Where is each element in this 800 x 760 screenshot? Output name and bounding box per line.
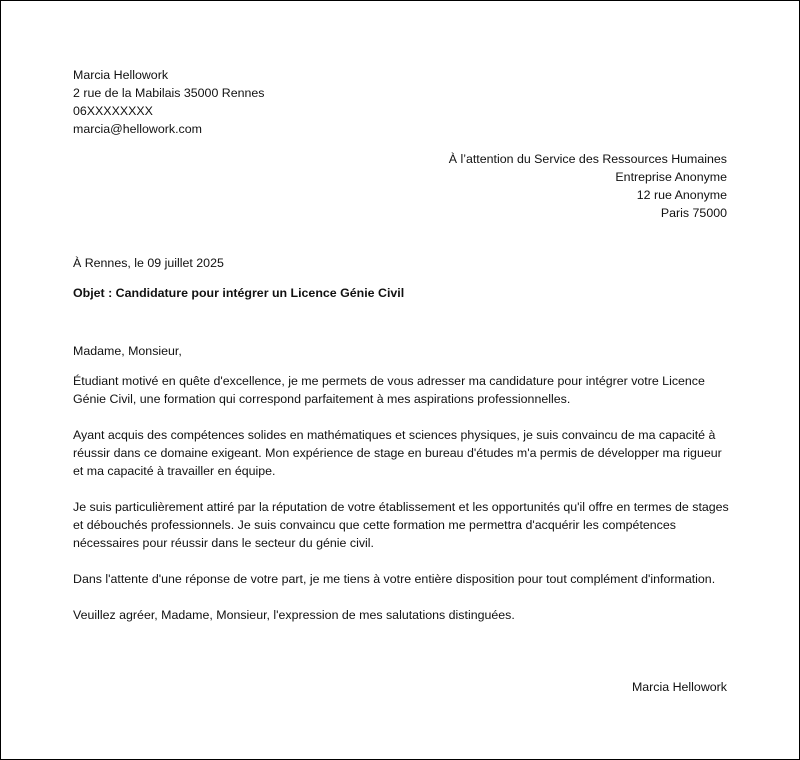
body-paragraph: Ayant acquis des compétences solides en mathématiques et sciences physiques, je suis convaincu de ma capacité à réussir dans ce domaine exigeant. Mon expérience de stage en bureau d'études m'a permis de développer ma rigueur et ma capacité à travailler en équipe.	[73, 428, 722, 478]
sender-phone: 06XXXXXXXX	[73, 104, 153, 118]
recipient-block	[449, 150, 727, 222]
sender-name: Marcia Hellowork	[73, 68, 169, 82]
letter-content	[73, 1, 727, 759]
body-paragraph: Dans l'attente d'une réponse de votre part, je me tiens à votre entière disposition pour tout complément d'information.	[73, 572, 716, 586]
signature: Marcia Hellowork	[631, 680, 727, 694]
body-paragraph: Je suis particulièrement attiré par la réputation de votre établissement et les opportunités qu'il offre en termes de stages et débouchés professionnels. Je suis convaincu que cette formation me permettra d'acquérir les compétences nécessaires pour réussir dans le secteur du génie civil.	[73, 500, 729, 550]
sender-email: marcia@hellowork.com	[73, 122, 202, 136]
body-paragraph: Étudiant motivé en quête d'excellence, je me permets de vous adresser ma candidature pour intégrer votre Licence Génie Civil, une formation qui correspond parfaitement à mes aspirations professionnelles.	[73, 374, 705, 406]
recipient-attention: À l’attention du Service des Ressources Humaines	[448, 152, 727, 166]
letter-body	[73, 372, 733, 642]
recipient-street: 12 rue Anonyme	[636, 188, 727, 202]
closing-paragraph: Veuillez agréer, Madame, Monsieur, l'expression de mes salutations distinguées.	[73, 608, 515, 622]
subject-line: Objet : Candidature pour intégrer un Licence Génie Civil	[73, 286, 405, 300]
sender-address: 2 rue de la Mabilais 35000 Rennes	[73, 86, 265, 100]
sender-block	[73, 66, 265, 138]
recipient-company: Entreprise Anonyme	[615, 170, 727, 184]
place-date: À Rennes, le 09 juillet 2025	[73, 256, 224, 270]
recipient-city: Paris 75000	[660, 206, 727, 220]
salutation: Madame, Monsieur,	[73, 344, 182, 358]
